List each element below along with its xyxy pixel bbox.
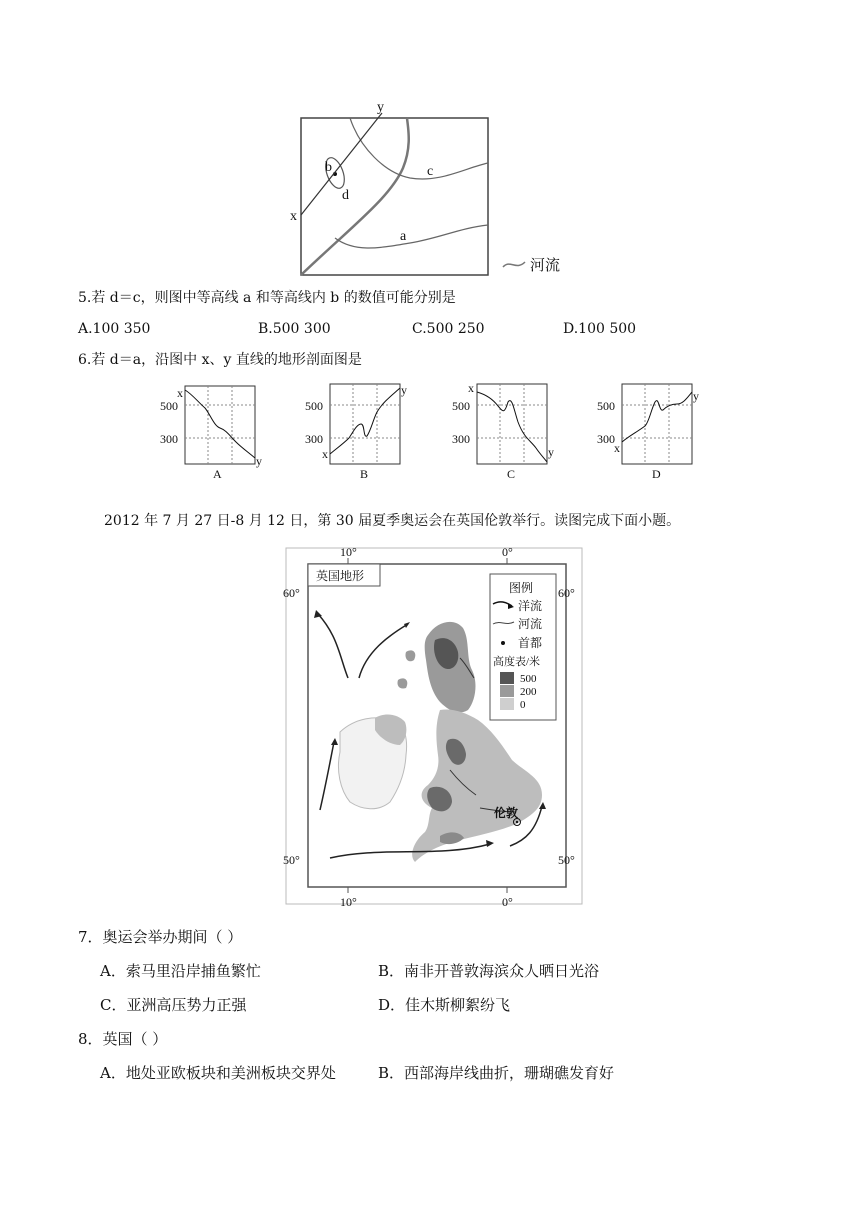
- profile-c-start: x: [468, 381, 474, 395]
- legend-title: 图例: [509, 581, 534, 595]
- q7-option-b[interactable]: B．南非开普敦海滨众人晒日光浴: [378, 962, 600, 980]
- label-d: d: [342, 188, 349, 203]
- label-x: x: [290, 209, 297, 224]
- profile-b-start: x: [322, 447, 328, 461]
- q8-option-a[interactable]: A．地处亚欧板块和美洲板块交界处: [100, 1064, 336, 1082]
- profile-c-label: C: [507, 467, 516, 481]
- city-london: 伦敦: [494, 806, 519, 820]
- profile-b-tick-300: 300: [305, 432, 323, 446]
- legend-elevation-title: 高度表/米: [493, 656, 541, 668]
- profile-b-label: B: [360, 467, 369, 481]
- label-a: a: [400, 229, 407, 244]
- profile-d-end: y: [693, 389, 699, 403]
- legend-river: 河流: [518, 617, 543, 631]
- legend-level-0: 0: [520, 699, 526, 711]
- lat-label-right-60: 60°: [558, 586, 575, 600]
- legend-river-label: 河流: [530, 258, 561, 274]
- q7-stem: 7．奥运会举办期间（ ）: [78, 928, 243, 946]
- lon-label-bottom-10: 10°: [340, 895, 357, 909]
- contour-map: [290, 98, 590, 280]
- profile-d-start: x: [614, 441, 620, 455]
- q5-option-d[interactable]: D.100 500: [563, 321, 637, 337]
- label-b: b: [325, 160, 332, 175]
- q7-option-c[interactable]: C．亚洲高压势力正强: [100, 996, 247, 1014]
- profile-d-tick-300: 300: [597, 432, 615, 446]
- q8-stem: 8．英国（ ）: [78, 1030, 168, 1048]
- profile-c-end: y: [548, 445, 554, 459]
- profile-chart-a: [160, 380, 270, 480]
- q5-option-b[interactable]: B.500 300: [258, 321, 331, 337]
- legend-current: 洋流: [518, 599, 543, 613]
- profile-chart-d: [597, 380, 707, 480]
- q5-option-c[interactable]: C.500 250: [412, 321, 485, 337]
- label-c: c: [427, 164, 434, 179]
- profile-b-tick-500: 500: [305, 399, 323, 413]
- label-y: y: [377, 100, 384, 115]
- profile-a-tick-300: 300: [160, 432, 178, 446]
- profile-chart-c: [452, 380, 562, 480]
- profile-a-tick-500: 500: [160, 399, 178, 413]
- q7-option-a[interactable]: A．索马里沿岸捕鱼繁忙: [100, 962, 261, 980]
- q8-option-b[interactable]: B．西部海岸线曲折，珊瑚礁发育好: [378, 1064, 615, 1082]
- q5-stem: 5.若 d＝c，则图中等高线 a 和等高线内 b 的数值可能分别是: [78, 290, 456, 306]
- lon-label-top-0: 0°: [502, 545, 513, 559]
- profile-c-tick-500: 500: [452, 399, 470, 413]
- uk-terrain-map: [280, 540, 590, 912]
- legend-capital: 首都: [518, 636, 543, 650]
- legend-level-200: 200: [520, 686, 537, 698]
- lat-label-left-50: 50°: [283, 853, 300, 867]
- lat-label-right-50: 50°: [558, 853, 575, 867]
- profile-d-tick-500: 500: [597, 399, 615, 413]
- map-title: 英国地形: [316, 569, 365, 583]
- legend-level-500: 500: [520, 673, 537, 685]
- lat-label-left-60: 60°: [283, 586, 300, 600]
- profile-a-label: A: [213, 467, 222, 481]
- profile-c-tick-300: 300: [452, 432, 470, 446]
- intro-text: 2012 年 7 月 27 日-8 月 12 日，第 30 届夏季奥运会在英国伦敦举行。读图完成下面小题。: [104, 513, 681, 529]
- profile-d-label: D: [652, 467, 661, 481]
- q6-stem: 6.若 d＝a，沿图中 x、y 直线的地形剖面图是: [78, 352, 362, 368]
- profile-chart-b: [305, 380, 415, 480]
- q5-option-a[interactable]: A.100 350: [78, 321, 151, 337]
- profile-b-end: y: [401, 383, 407, 397]
- lon-label-top-10: 10°: [340, 545, 357, 559]
- lon-label-bottom-0: 0°: [502, 895, 513, 909]
- profile-a-start: x: [177, 386, 183, 400]
- profile-a-end: y: [256, 454, 262, 468]
- q7-option-d[interactable]: D．佳木斯柳絮纷飞: [378, 996, 511, 1014]
